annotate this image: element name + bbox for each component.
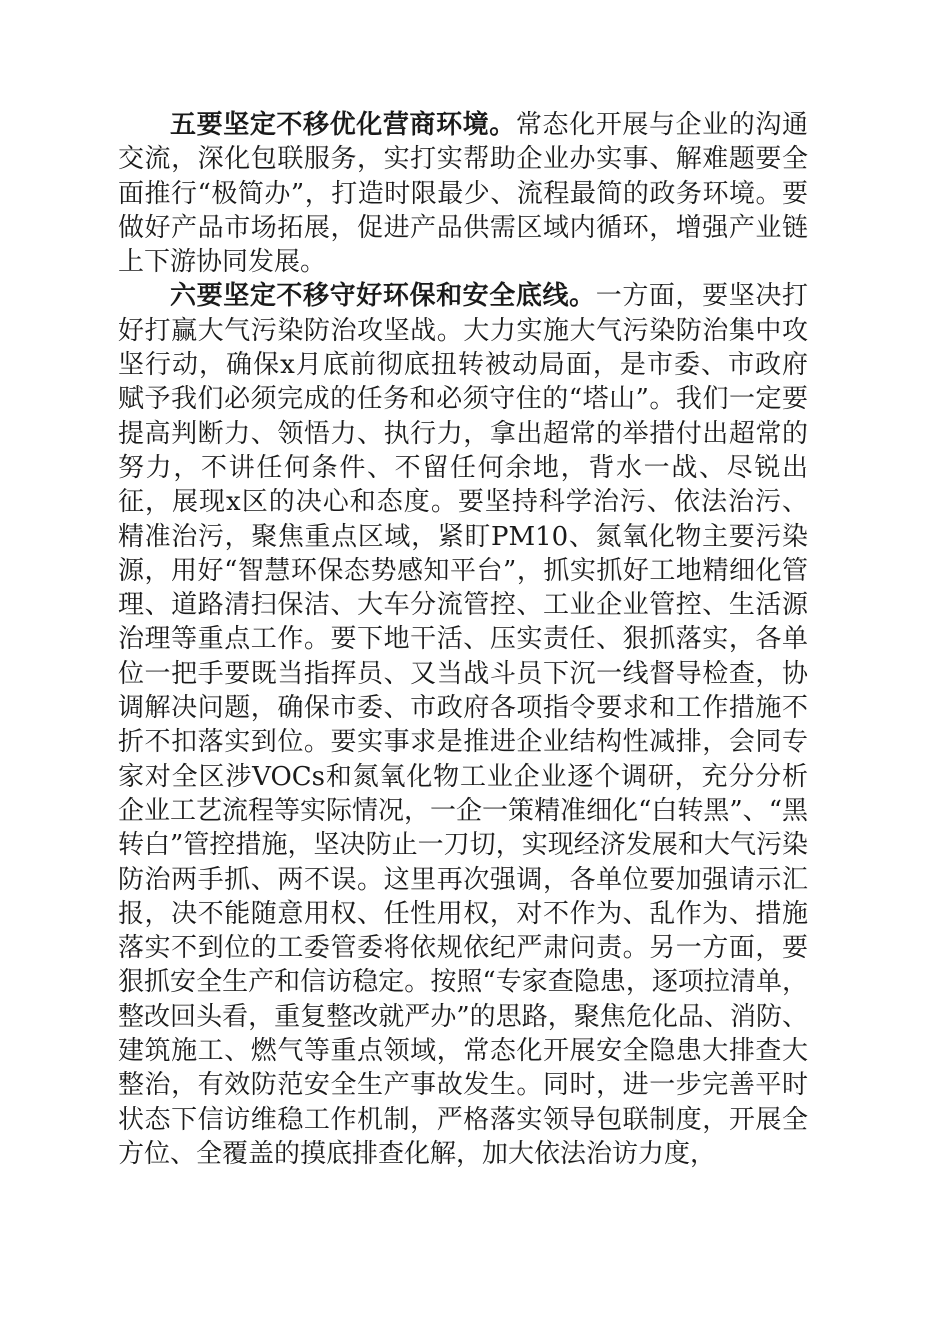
paragraph-lead: 五要坚定不移优化营商环境。 [170,110,516,140]
paragraph-text: 一方面，要坚决打好打赢大气污染防治攻坚战。大力实施大气污染防治集中攻坚行动，确保x月底前彻底扭转被动局面，是市委、市政府赋予我们必须完成的任务和必须守住的“塔山”。我们一定要提高判断力、领悟力、执行力，拿出超常的举措付出超常的努力，不讲任何条件、不留任何余地，背水一战、尽锐出征，展现x区的决心和态度。要坚持科学治污、依法治污、精准治污，聚焦重点区域，紧盯PM10、氮氧化物主要污染源，用好“智慧环保态势感知平台”，抓实抓好工地精细化管理、道路清扫保洁、大车分流管控、工业企业管控、生活源治理等重点工作。要下地干活、压实责任、狠抓落实，各单位一把手要既当指挥员、又当战斗员下沉一线督导检查，协调解决问题，确保市委、市政府各项指令要求和工作措施不折不扣落实到位。要实事求是推进企业结构性减排，会同专家对全区涉VOCs和氮氧化物工业企业逐个调研，充分分析企业工艺流程等实际情况，一企一策精准细化“白转黑”、“黑转白”管控措施，坚决防止一刀切，实现经济发展和大气污染防治两手抓、两不误。这里再次强调，各单位要加强请示汇报，决不能随意用权、任性用权，对不作为、乱作为、措施落实不到位的工委管委将依规依纪严肃问责。另一方面，要狠抓安全生产和信访稳定。按照“专家查隐患，逐项拉清单，整改回头看，重复整改就严办”的思路，聚焦危化品、消防、建筑施工、燃气等重点领域，常态化开展安全隐患大排查大整治，有效防范安全生产事故发生。同时，进一步完善平时状态下信访维稳工作机制，严格落实领导包联制度，开展全方位、全覆盖的摸底排查化解，加大依法治访力度， [118,281,808,1169]
paragraph-text: 常态化开展与企业的沟通交流，深化包联服务，实打实帮助企业办实事、解难题要全面推行“极简办”，打造时限最少、流程最简的政务环境。要做好产品市场拓展，促进产品供需区域内循环，增强产业链上下游协同发展。 [118,110,808,278]
document-body [118,108,808,1171]
paragraph-business-environment [118,108,808,279]
paragraph-lead: 六要坚定不移守好环保和安全底线。 [170,281,596,312]
paragraph-environment-safety [118,279,808,1171]
